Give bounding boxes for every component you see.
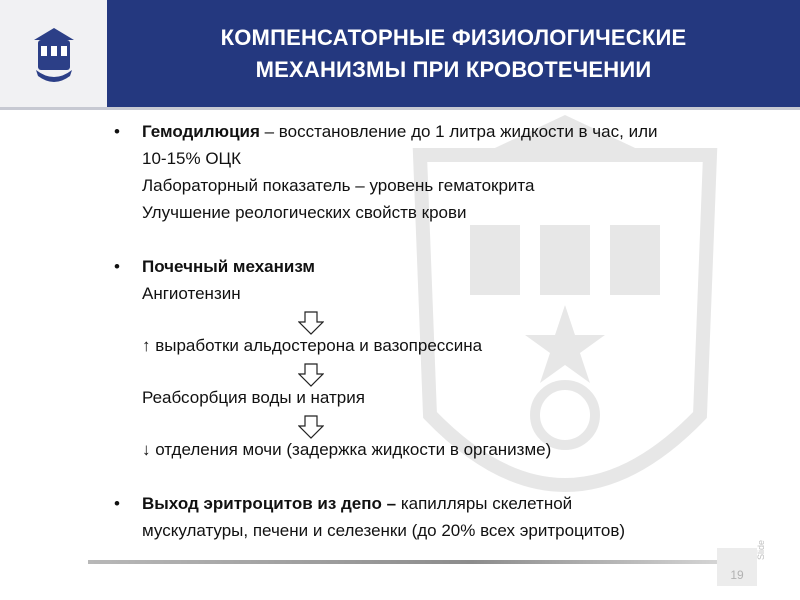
header-divider (0, 107, 800, 110)
bullet-text: – восстановление до 1 литра жидкости в час, или (259, 122, 658, 141)
bullet-marker: • (114, 257, 120, 276)
slide-title (107, 0, 800, 107)
university-crest-icon (0, 0, 107, 107)
body-line: ↓ отделения мочи (задержка жидкости в организме) (142, 440, 552, 459)
slide-number: 19 (717, 548, 757, 586)
bullet-heading: Выход эритроцитов из депо – (142, 494, 397, 513)
bullet-marker: • (114, 494, 120, 513)
title-line-1: КОМПЕНСАТОРНЫЕ ФИЗИОЛОГИЧЕСКИЕ (220, 24, 687, 50)
bullet-erythrocyte-depot (142, 490, 572, 517)
bullet-renal-mechanism: Почечный механизм (142, 257, 315, 276)
body-line: Реабсорбция воды и натрия (142, 388, 365, 407)
body-line: ↑ выработки альдостерона и вазопрессина (142, 336, 483, 355)
body-line: Ангиотензин (142, 284, 241, 303)
body-line: мускулатуры, печени и селезенки (до 20% всех эритроцитов) (142, 521, 626, 540)
slide-label: Slide (756, 539, 766, 560)
bullet-heading: Гемодилюция (142, 122, 260, 141)
title-line-2: МЕХАНИЗМЫ ПРИ КРОВОТЕЧЕНИИ (255, 56, 652, 82)
university-logo (0, 0, 107, 107)
bullet-text: капилляры скелетной (396, 494, 573, 513)
body-line: 10-15% ОЦК (142, 149, 242, 168)
body-line: Лабораторный показатель – уровень гематокрита (142, 176, 535, 195)
body-line: Улучшение реологических свойств крови (142, 203, 467, 222)
bullet-marker: • (114, 122, 120, 141)
footer-divider (88, 560, 728, 564)
bullet-hemodilution (142, 118, 657, 145)
